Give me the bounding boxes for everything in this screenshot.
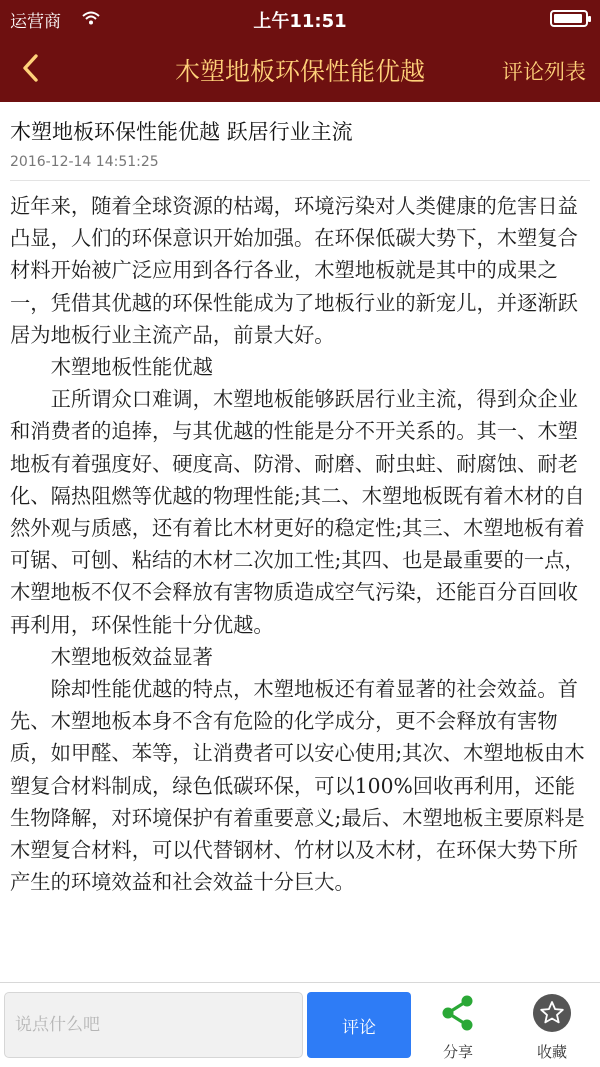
status-time: 上午11:51: [253, 11, 347, 32]
bottom-bar: [0, 982, 600, 1067]
comment-input[interactable]: [4, 992, 303, 1058]
share-label: 分享: [442, 1043, 473, 1061]
article-paragraph: 正所谓众口难调，木塑地板能够跃居行业主流，得到众企业和消费者的追捧，与其优越的性能是分不开关系的。其一、木塑地板有着强度好、硬度高、防滑、耐磨、耐虫蛀、耐腐蚀、耐老化、隔热阻燃等优越的物理性能;其二、木塑地板既有着木材的自然外观与质感，还有着比木材更好的稳定性;其三、木塑地板有着可锯、可刨、粘结的木材二次加工性;其四、也是最重要的一点，木塑地板不仅不会释放有害物质造成空气污染，还能百分百回收再利用，环保性能十分优越。: [10, 387, 585, 637]
share-icon: [438, 993, 478, 1033]
nav-bar: [0, 36, 600, 102]
article-body: [10, 190, 590, 982]
article-paragraph: 除却性能优越的特点，木塑地板还有着显著的社会效益。首先、木塑地板本身不含有危险的化学成分，更不会释放有害物质，如甲醛、苯等，让消费者可以安心使用;其次、木塑地板由木塑复合材料制成，绿色低碳环保，可以100%回收再利用，还能生物降解，对环境保护有着重要意义;最后、木塑地板主要原料是木塑复合材料，可以代替钢材、竹材以及木材，在环保大势下所产生的环境效益和社会效益十分巨大。: [10, 677, 585, 895]
page-title: 木塑地板环保性能优越: [174, 57, 425, 86]
favorite-button[interactable]: [512, 989, 592, 1063]
star-icon: [532, 993, 572, 1033]
article-date: 2016-12-14 14:51:25: [10, 154, 159, 170]
article-subheading: 木塑地板效益显著: [50, 644, 213, 669]
status-bar: [0, 0, 600, 36]
article-subheading: 木塑地板性能优越: [50, 355, 213, 380]
app-header: [0, 0, 600, 102]
article-title: 木塑地板环保性能优越 跃居行业主流: [10, 120, 353, 144]
article-paragraph: 近年来，随着全球资源的枯竭，环境污染对人类健康的危害日益凸显，人们的环保意识开始加强。在环保低碳大势下，木塑复合材料开始被广泛应用到各行各业，木塑地板就是其中的成果之一，凭借其优越的环保性能成为了地板行业的新宠儿，并逐渐跃居为地板行业主流产品，前景大好。: [10, 194, 578, 347]
comment-submit-button[interactable]: 评论: [307, 992, 411, 1058]
favorite-label: 收藏: [536, 1043, 567, 1061]
carrier-label: 运营商: [10, 12, 61, 32]
divider: [10, 180, 590, 181]
chevron-left-icon: [14, 50, 50, 86]
share-button[interactable]: [418, 989, 498, 1063]
battery-icon: [550, 10, 588, 27]
comment-list-button[interactable]: 评论列表: [502, 60, 586, 84]
back-button[interactable]: [14, 50, 50, 86]
